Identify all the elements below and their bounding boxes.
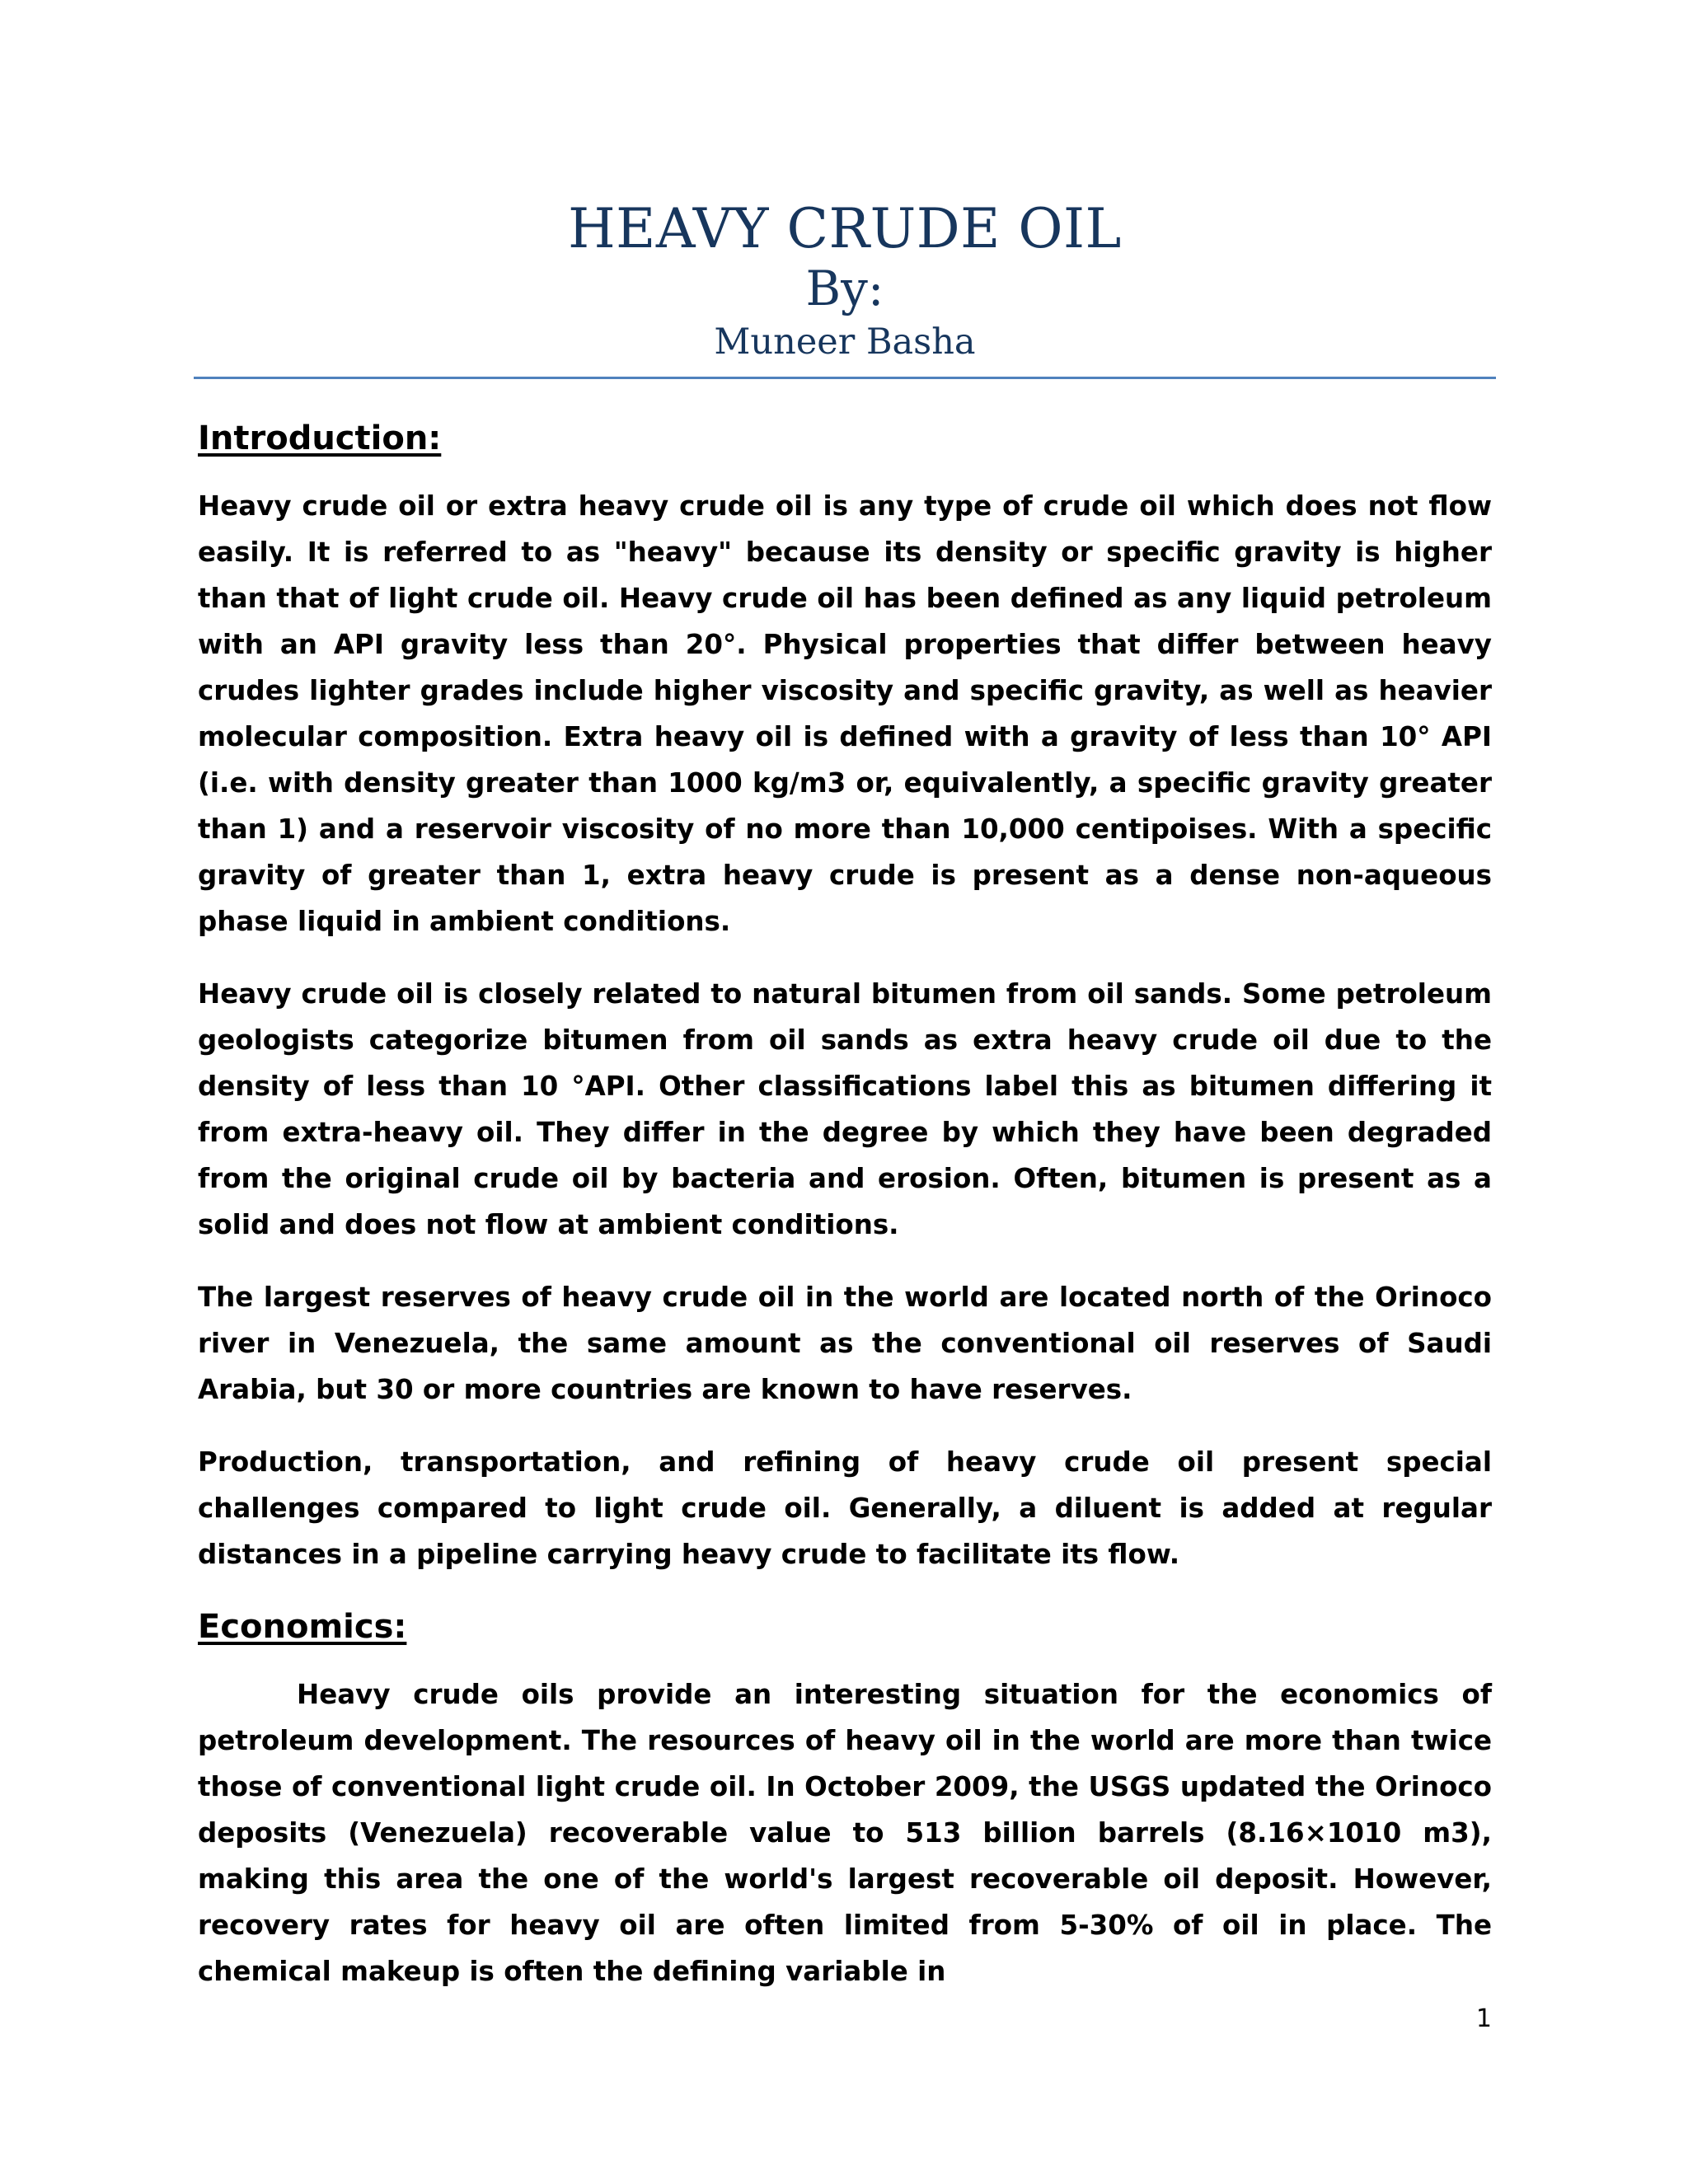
intro-paragraph-3: The largest reserves of heavy crude oil in the world are located north of the Orinoco river in Venezuela, the same amount as the conventional oil reserves of Saudi Arabia, but 30 or more countries are known to have reserves. <box>198 1282 1492 1405</box>
document-title: HEAVY CRUDE OIL <box>568 197 1122 260</box>
title-block <box>194 198 1496 368</box>
document-body <box>198 415 1492 2021</box>
section-heading-economics: Economics: <box>198 1608 407 1646</box>
byline-label: By: <box>805 260 884 316</box>
page-number: 1 <box>1475 2004 1492 2033</box>
title-divider <box>194 377 1496 379</box>
intro-paragraph-1: Heavy crude oil or extra heavy crude oil is any type of crude oil which does not flow easily. It is referred to as "heavy" because its density or specific gravity is higher than that of light crude oil. Heavy crude oil has been defined as any liquid petroleum with an API gravity less than 20°. Physical properties that differ between heavy crudes lighter grades include higher viscosity and specific gravity, as well as heavier molecular composition. Extra heavy oil is defined with a gravity of less than 10° API (i.e. with density greater than 1000 kg/m3 or, equivalently, a specific gravity greater than 1) and a reservoir viscosity of no more than 10,000 centipoises. With a specific gravity of greater than 1, extra heavy crude is present as a dense non-aqueous phase liquid in ambient conditions. <box>198 490 1492 937</box>
intro-paragraph-2: Heavy crude oil is closely related to natural bitumen from oil sands. Some petroleum geologists categorize bitumen from oil sands as extra heavy crude oil due to the density of less than 10 °API. Other classifications label this as bitumen differing it from extra-heavy oil. They differ in the degree by which they have been degraded from the original crude oil by bacteria and erosion. Often, bitumen is present as a solid and does not flow at ambient conditions. <box>198 978 1492 1240</box>
economics-paragraph-1: Heavy crude oils provide an interesting situation for the economics of petroleum development. The resources of heavy oil in the world are more than twice those of conventional light crude oil. In October 2009, the USGS updated the Orinoco deposits (Venezuela) recoverable value to 513 billion barrels (8.16×1010 m3), making this area the one of the world's largest recoverable oil deposit. However, recovery rates for heavy oil are often limited from 5-30% of oil in place. The chemical makeup is often the defining variable in <box>198 1679 1492 1987</box>
author-name: Muneer Basha <box>714 321 976 363</box>
intro-paragraph-4: Production, transportation, and refining of heavy crude oil present special challenges compared to light crude oil. Generally, a diluent is added at regular distances in a pipeline carrying heavy crude to facilitate its flow. <box>198 1446 1492 1570</box>
section-heading-introduction: Introduction: <box>198 419 442 457</box>
